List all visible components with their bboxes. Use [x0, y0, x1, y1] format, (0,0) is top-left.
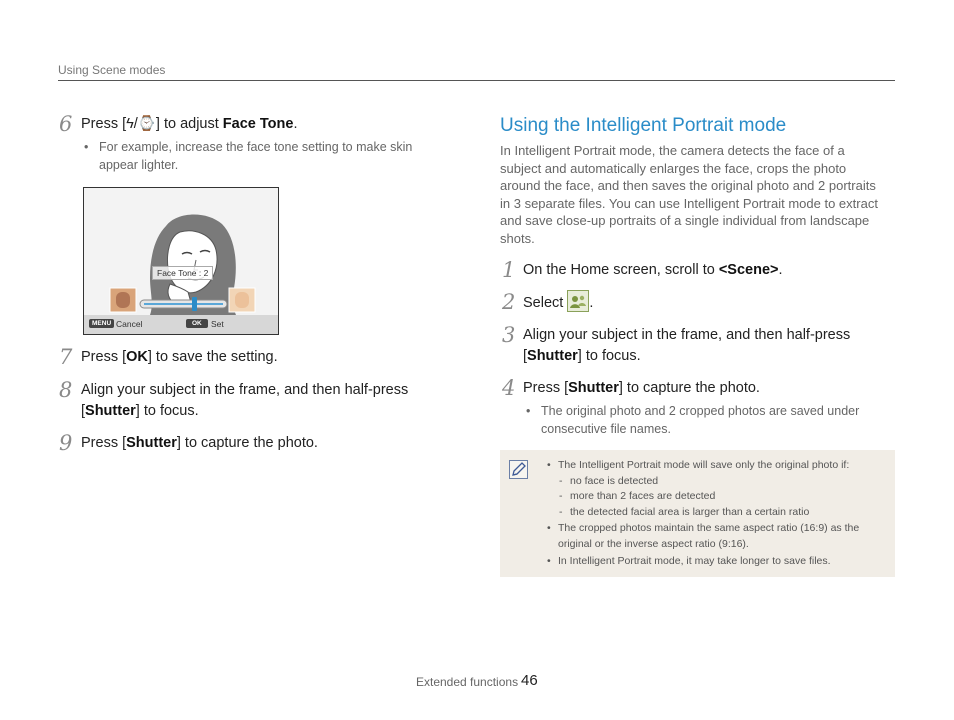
scene-menu-label: <Scene>	[718, 262, 779, 278]
face-tone-readout: Face Tone : 2	[152, 266, 213, 280]
note-box: • The Intelligent Portrait mode will save only the original photo if: - no face is detected - more than 2 faces are detected - the detected facial area is larger than a certain ratio • The cropped photos maintain the same aspect ratio (16:9) as the original or the inverse aspect ratio (9:16). • In Intelligent Portrait mode, it may take longer to save files.	[500, 450, 895, 577]
ok-button-icon[interactable]: OK	[186, 319, 208, 328]
intro-paragraph: In Intelligent Portrait mode, the camera detects the face of a subject and automatically enlarges the face, crops the photo around the face, and then saves the original photo and 2 portraits in 3 separate files. You can use Intelligent Portrait mode to extract and save close-up portraits of a single individual from landscape shots.	[500, 143, 878, 246]
ok-key-icon: OK	[126, 349, 148, 365]
page-number: 46	[521, 672, 538, 689]
note-pencil-icon	[509, 460, 528, 479]
header-divider	[58, 80, 895, 81]
flash-timer-key-icon: ϟ/⌚	[126, 116, 156, 132]
camera-screen-face-tone	[83, 187, 279, 335]
step-number-9: 9	[59, 431, 73, 455]
cancel-label: Cancel	[116, 319, 143, 329]
portrait-illustration	[84, 188, 278, 334]
shutter-key-label: Shutter	[568, 380, 619, 396]
footer-section-label: Extended functions	[416, 675, 519, 689]
intelligent-portrait-icon	[567, 290, 589, 312]
step-9-text: Press [Shutter] to capture the photo.	[81, 435, 318, 451]
note-bullet-2: •	[547, 522, 551, 534]
shutter-key-label: Shutter	[126, 435, 177, 451]
step-number-3: 3	[502, 323, 516, 347]
step-number-4: 4	[502, 376, 516, 400]
step-4-text: Press [Shutter] to capture the photo.	[523, 380, 760, 396]
step-number-1: 1	[502, 258, 516, 282]
shutter-key-label: Shutter	[527, 348, 578, 364]
step-4-bullet: • The original photo and 2 cropped photos are saved under consecutive file names.	[526, 404, 860, 436]
step-number-7: 7	[59, 345, 73, 369]
step-number-6: 6	[59, 112, 73, 136]
face-tone-label: Face Tone	[222, 116, 294, 132]
step-number-8: 8	[59, 378, 73, 402]
camera-button-bar	[84, 315, 278, 334]
step-7-text: Press [OK] to save the setting.	[81, 349, 278, 365]
step-6-text: Press [ϟ/⌚] to adjust Face Tone.	[81, 116, 298, 132]
set-label: Set	[211, 319, 224, 329]
menu-button-icon[interactable]: MENU	[89, 319, 114, 328]
step-1-text: On the Home screen, scroll to <Scene>.	[523, 262, 783, 278]
step-2-text: Select .	[523, 292, 593, 314]
note-bullet-1: •	[547, 459, 551, 471]
step-number-2: 2	[502, 290, 516, 314]
step-8-text: Align your subject in the frame, and then half-press [Shutter] to focus.	[81, 382, 409, 419]
face-tone-slider-thumb[interactable]	[192, 297, 197, 311]
shutter-key-label: Shutter	[85, 403, 136, 419]
note-bullet-3: •	[547, 555, 551, 567]
step-3-text: Align your subject in the frame, and then half-press [Shutter] to focus.	[523, 327, 851, 364]
running-header: Using Scene modes	[58, 63, 166, 77]
section-title: Using the Intelligent Portrait mode	[500, 115, 787, 136]
step-6-bullet: • For example, increase the face tone setting to make skin appear lighter.	[84, 140, 413, 172]
